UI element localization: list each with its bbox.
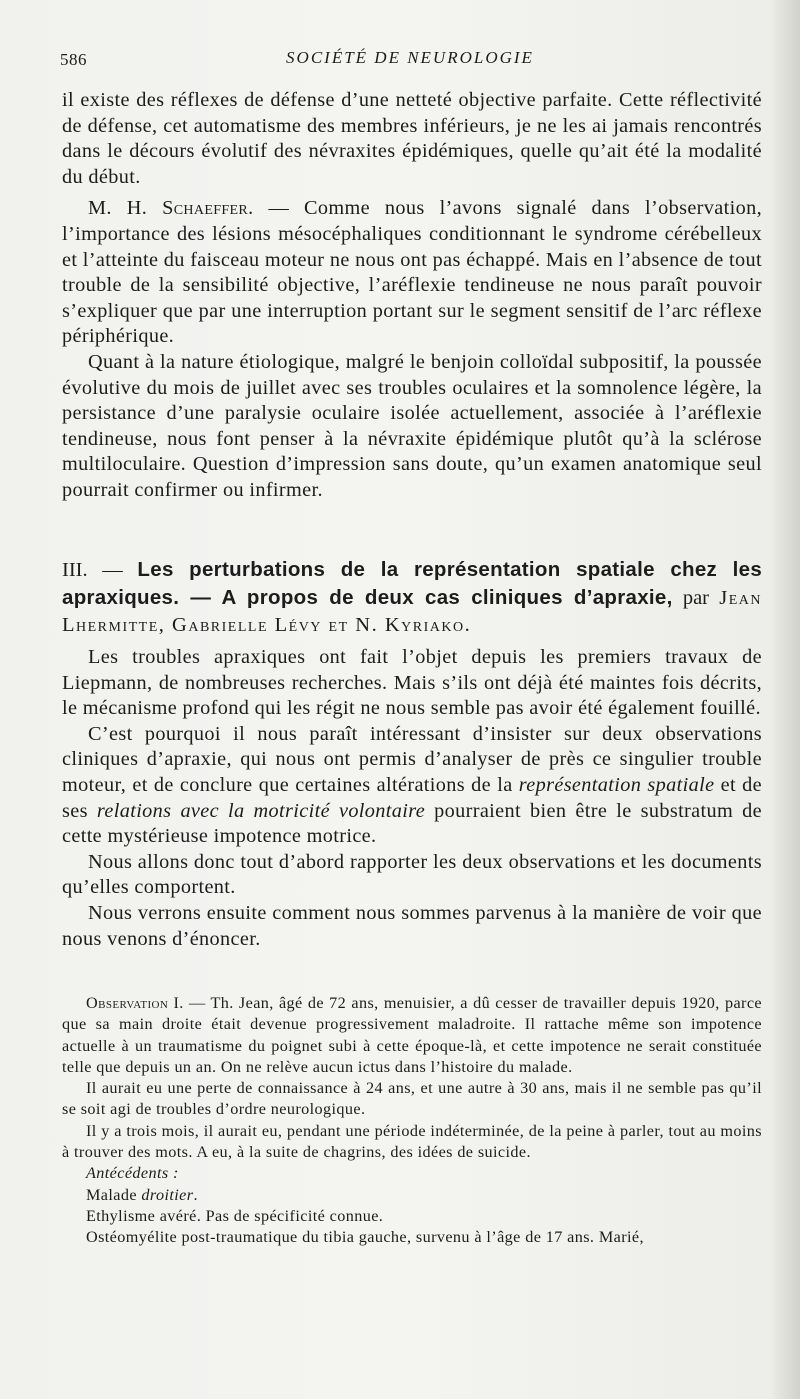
antecedents-heading: Antécédents : xyxy=(86,1164,179,1183)
section-par: par xyxy=(682,587,710,609)
paragraph xyxy=(62,722,762,850)
page-number: 586 xyxy=(60,50,87,69)
paragraph: Quant à la nature étiologique, malgré le benjoin colloïdal subpositif, la poussée évolutive du mois de juillet avec ses troubles oculaires et la somnolence légère, la persistance d’une paralysie oculaire isolée actuellement, associée à l’aréflexie tendineuse, nous font penser à la névraxite épidémique plutôt qu’à la sclérose multiloculaire. Question d’impression sans doute, qu’un examen anatomique seul pourrait confirmer ou infirmer. xyxy=(62,350,762,501)
observation-label: Observation I. xyxy=(86,994,184,1012)
paragraph-text: C’est pourquoi il nous paraît intéressant d’insister sur deux observations cliniques d’apraxie, qui nous ont permis d’analyser de près ce singulier trouble moteur, et de conclure que certaines altérations de la xyxy=(62,722,762,796)
paragraph: Nous verrons ensuite comment nous sommes parvenus à la manière de voir que nous venons d’énoncer. xyxy=(62,901,762,950)
section-number: III. — xyxy=(62,559,123,581)
paragraph-text: Malade xyxy=(86,1185,142,1204)
paragraph-text: . xyxy=(193,1185,198,1204)
paragraph: Ostéomyélite post-traumatique du tibia gauche, survenu à l’âge de 17 ans. Marié, xyxy=(86,1228,644,1247)
section-title: Les perturbations de la représentation spatiale chez les apraxiques. — A propos de deux cas cliniques d’apraxie, xyxy=(62,558,763,609)
paragraph-text: — Th. Jean, âgé de 72 ans, menuisier, a dû cesser de travailler depuis 1920, parce que sa main droite était devenue progressivement maladroite. Il rattache même son impotence actuelle à un traumatisme du poignet subi à cette époque-là, et cette impotence ne serait constituée telle que depuis un an. On ne relève aucun ictus dans l’histoire du malade. xyxy=(62,994,762,1076)
paragraph: Il y a trois mois, il aurait eu, pendant une période indéterminée, de la peine à parler, tout au moins à trouver des mots. A eu, à la suite de chagrins, des idées de suicide. xyxy=(62,1121,762,1162)
page-header xyxy=(60,48,760,78)
paragraph xyxy=(62,993,762,1078)
speaker-name: M. H. Schaeffer. xyxy=(88,197,254,220)
introduction-text xyxy=(62,645,762,952)
discussion-text xyxy=(62,88,762,504)
paragraph xyxy=(62,196,762,350)
emphasis: représentation spatiale xyxy=(518,773,715,796)
emphasis: relations avec la motricité volontaire xyxy=(96,799,426,822)
paragraph: Nous allons donc tout d’abord rapporter les deux observations et les documents qu’elles comportent. xyxy=(62,850,762,899)
observation-text xyxy=(62,993,762,1249)
paragraph-text: et de ses xyxy=(62,773,762,822)
paragraph-text: pourraient bien être le substratum de cette mystérieuse impotence motrice. xyxy=(62,799,762,848)
paragraph: Il aurait eu une perte de connaissance à 24 ans, et une autre à 30 ans, mais il ne semble pas qu’il se soit agi de troubles d’ordre neurologique. xyxy=(62,1079,762,1119)
paragraph xyxy=(62,1185,762,1206)
section-authors: Jean Lhermitte, Gabrielle Lévy et N. Kyriako. xyxy=(62,587,763,636)
page-edge-shadow xyxy=(770,0,800,1399)
emphasis: droitier xyxy=(141,1185,194,1204)
paragraph-text: — Comme nous l’avons signalé dans l’observation, l’importance des lésions mésocéphaliques conditionnant le syndrome cérébelleux et l’atteinte du faisceau moteur ne nous ont pas échappé. Mais en l’absence de tout trouble de la sensibilité objective, l’aréflexie tendineuse ne nous paraît pouvoir s’expliquer que par une interruption portant sur le segment sensitif de l’arc réflexe périphérique. xyxy=(62,197,762,348)
paragraph: il existe des réflexes de défense d’une netteté objective parfaite. Cette réflectivité de défense, cet automatisme des membres inférieurs, je ne les ai jamais rencontrés dans le décours évolutif des névraxites épidémiques, quelle qu’ait été la modalité du début. xyxy=(62,89,762,188)
paragraph: Les troubles apraxiques ont fait l’objet depuis les premiers travaux de Liepmann, de nombreuses recherches. Mais s’ils ont déjà été maintes fois décrits, le mécanisme profond qui les régit ne nous semble pas avoir été également fouillé. xyxy=(62,646,762,720)
paragraph: Ethylisme avéré. Pas de spécificité connue. xyxy=(86,1206,384,1225)
running-title: SOCIÉTÉ DE NEUROLOGIE xyxy=(286,48,534,67)
section-heading xyxy=(62,556,762,639)
